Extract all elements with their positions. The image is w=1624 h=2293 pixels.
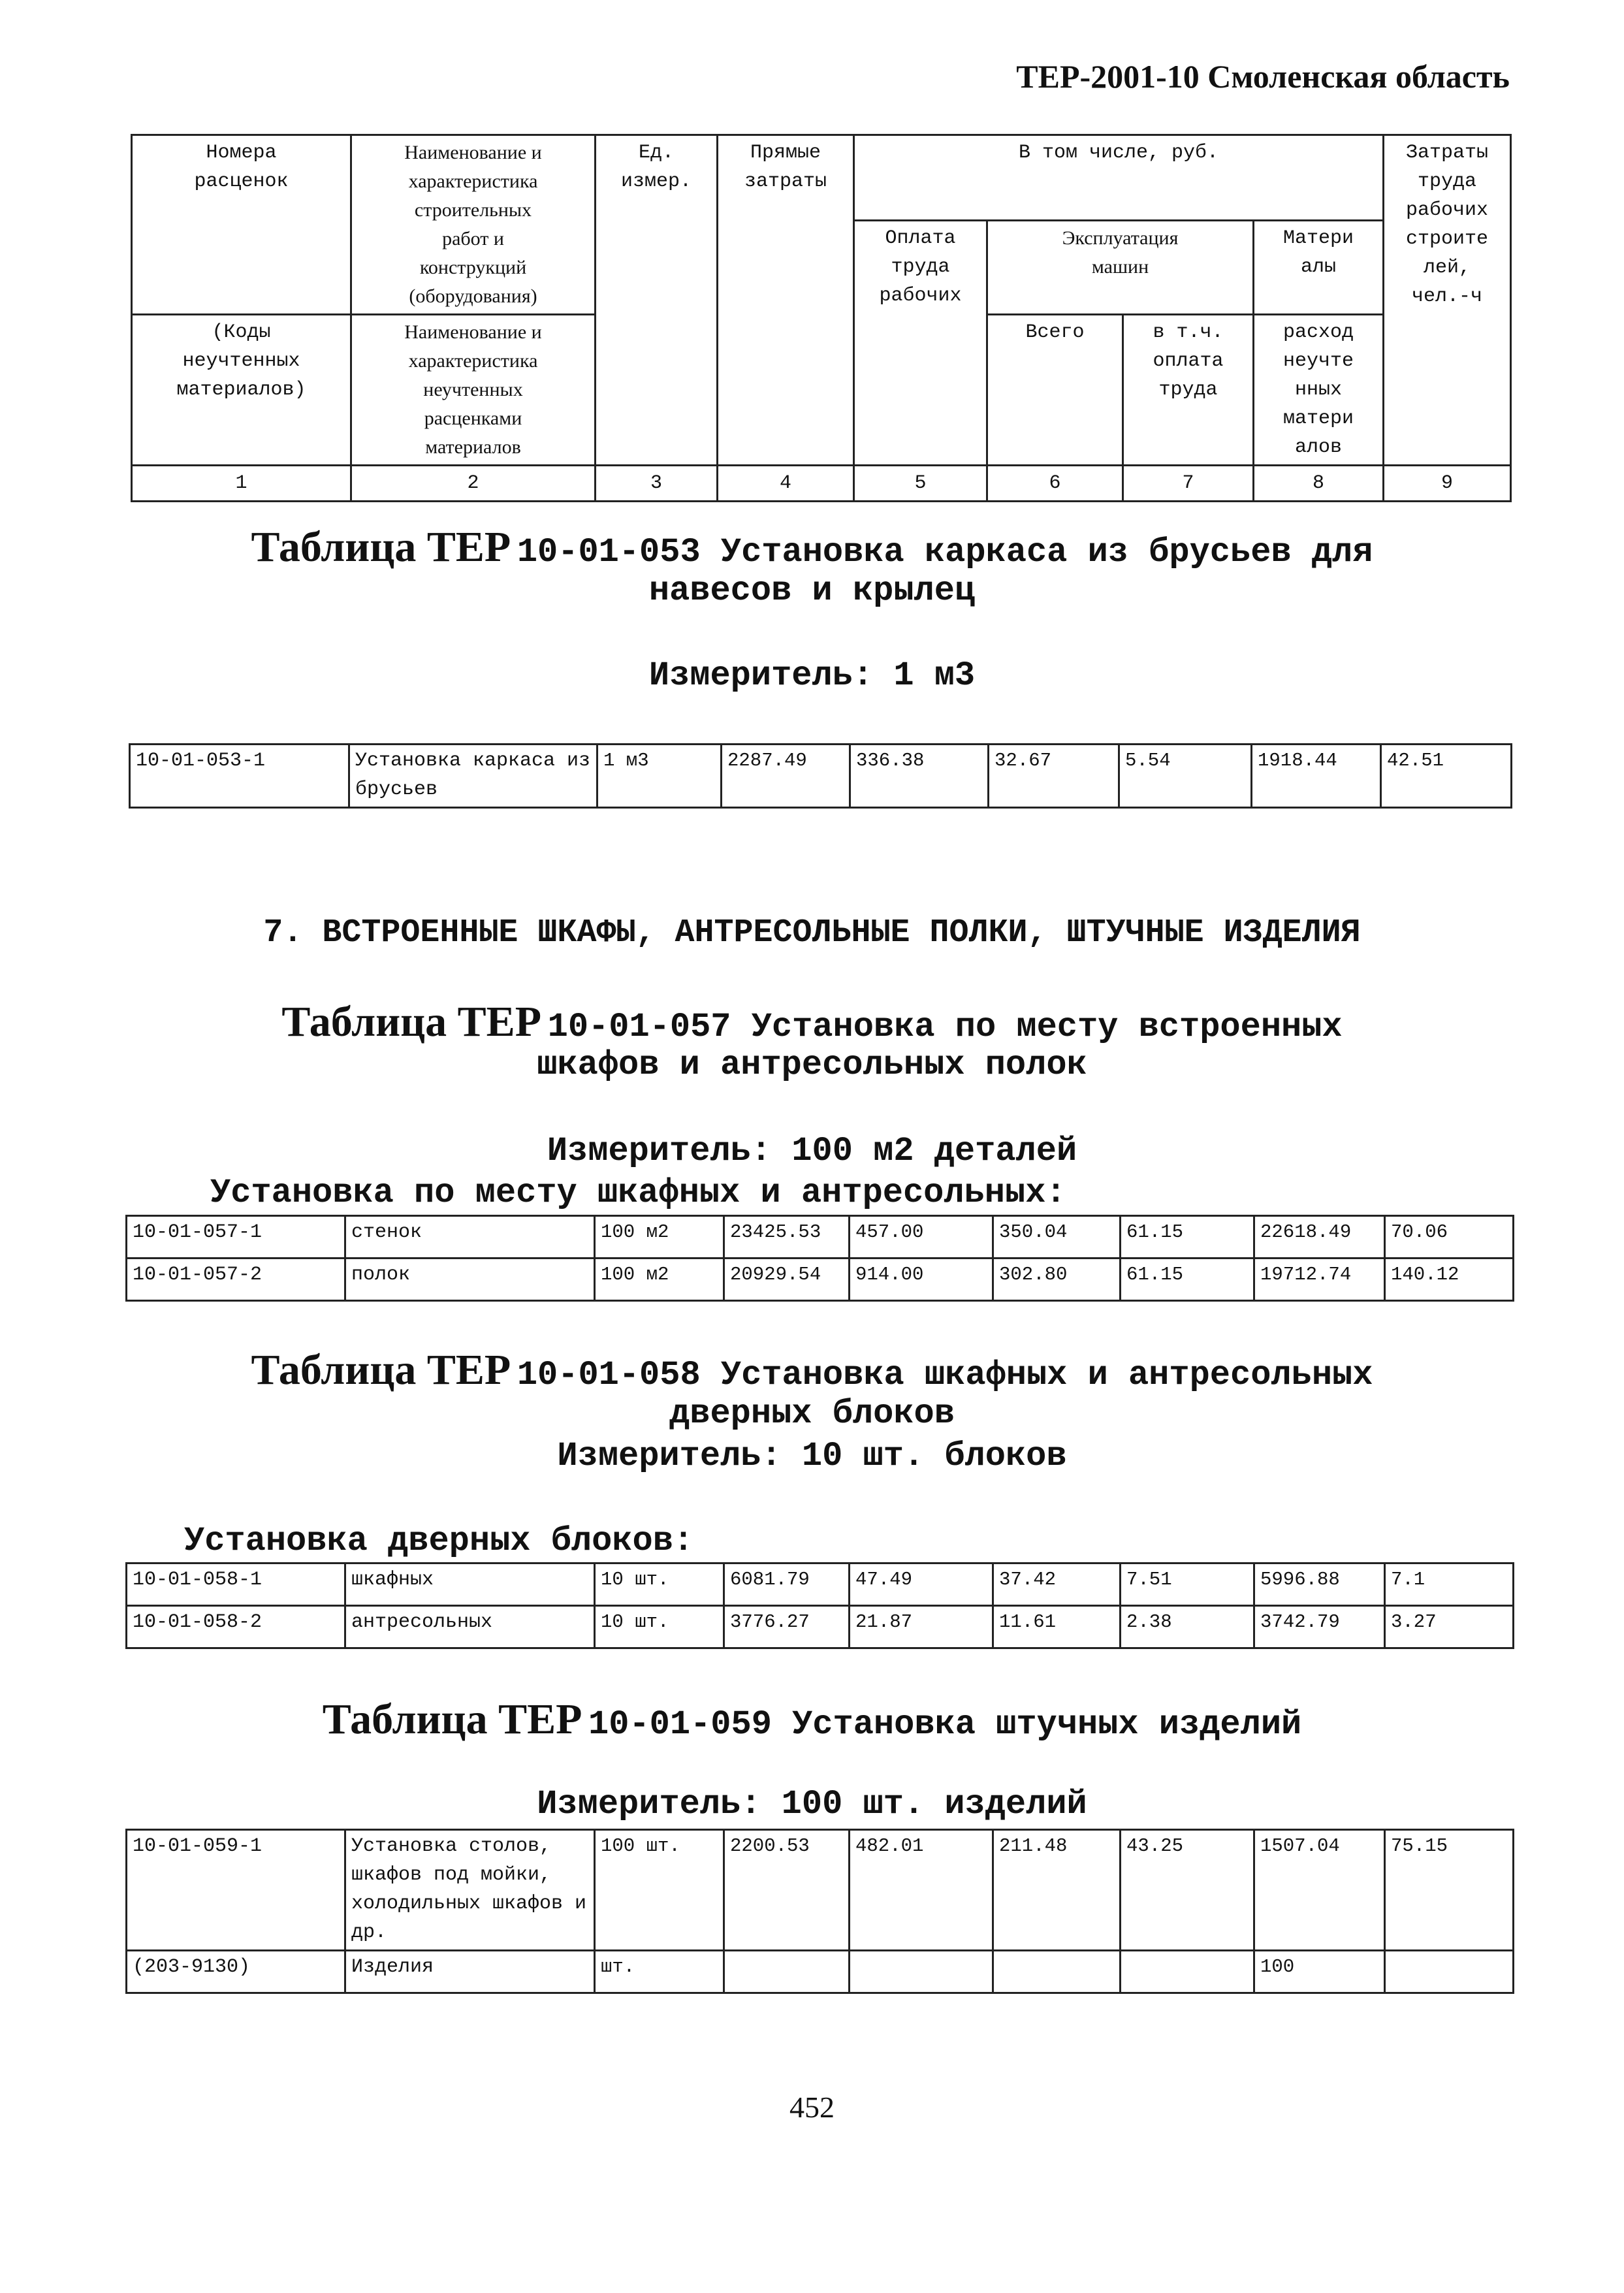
header-machines-total: Всего — [987, 315, 1123, 466]
header-labor-costs: Затраты труда рабочих строите лей, чел.-ч — [1384, 135, 1511, 466]
table-row: 10-01-053-1 Установка каркаса из брусьев 1 м3 2287.49 336.38 32.67 5.54 1918.44 42.51 — [130, 745, 1512, 808]
section-7-title: 7. ВСТРОЕННЫЕ ШКАФЫ, АНТРЕСОЛЬНЫЕ ПОЛКИ, ШТУЧНЫЕ ИЗДЕЛИЯ — [263, 914, 1361, 952]
header-wages: Оплата труда рабочих — [854, 221, 987, 466]
header-work-name: Наименование и характеристика строительных работ и конструкций (оборудования) — [351, 135, 596, 315]
table-row: 10-01-058-1 шкафных 10 шт. 6081.79 47.49 37.42 7.51 5996.88 7.1 — [127, 1563, 1514, 1606]
column-header-table — [131, 134, 1512, 502]
header-materials: Матери алы — [1254, 221, 1384, 315]
table-058-title: Таблица ТЕР 10-01-058 Установка шкафных и антресольных — [251, 1346, 1373, 1394]
header-material-codes: (Коды неучтенных материалов) — [132, 315, 351, 466]
table-058 — [125, 1562, 1514, 1649]
header-number-row: 1 2 3 4 5 6 7 8 9 — [132, 466, 1511, 502]
table-row: 10-01-059-1 Установка столов, шкафов под мойки, холодильных шкафов и др. 100 шт. 2200.53 482.01 211.48 43.25 1507.04 75.15 — [127, 1830, 1514, 1951]
header-including-group: В том числе, руб. — [854, 135, 1384, 221]
table-058-title-line2: дверных блоков — [669, 1394, 955, 1433]
table-row: 10-01-058-2 антресольных 10 шт. 3776.27 21.87 11.61 2.38 3742.79 3.27 — [127, 1606, 1514, 1648]
table-053-measure: Измеритель: 1 м3 — [648, 656, 976, 695]
header-machine-operation: Эксплуатация машин — [987, 221, 1254, 315]
header-direct-costs: Прямые затраты — [718, 135, 854, 466]
table-057-title-line2: шкафов и антресольных полок — [537, 1046, 1087, 1084]
table-057-measure: Измеритель: 100 м2 деталей — [547, 1132, 1077, 1170]
table-row: (203-9130) Изделия шт. 100 — [127, 1951, 1514, 1993]
table-053 — [129, 743, 1512, 809]
table-059-title: Таблица ТЕР 10-01-059 Установка штучных изделий — [322, 1695, 1302, 1744]
table-057-title: Таблица ТЕР 10-01-057 Установка по месту встроенных — [281, 998, 1343, 1046]
header-material-consumption: расход неучте нных матери алов — [1254, 315, 1384, 466]
header-unit: Ед. измер. — [596, 135, 718, 466]
document-header-title: ТЕР-2001-10 Смоленская область — [1016, 58, 1510, 95]
table-058-measure: Измеритель: 10 шт. блоков — [557, 1437, 1067, 1475]
page-number: 452 — [789, 2091, 835, 2124]
table-059-measure: Измеритель: 100 шт. изделий — [537, 1785, 1087, 1823]
table-057 — [125, 1215, 1514, 1302]
table-057-subhead: Установка по месту шкафных и антресольных: — [210, 1174, 1066, 1212]
header-machines-wages: в т.ч. оплата труда — [1123, 315, 1254, 466]
header-material-name: Наименование и характеристика неучтенных расценками материалов — [351, 315, 596, 466]
table-058-subhead: Установка дверных блоков: — [184, 1522, 694, 1560]
table-053-title-line2: навесов и крылец — [648, 571, 976, 610]
table-row: 10-01-057-1 стенок 100 м2 23425.53 457.00 350.04 61.15 22618.49 70.06 — [127, 1216, 1514, 1259]
table-053-title: Таблица ТЕР 10-01-053 Установка каркаса из брусьев для — [251, 523, 1373, 571]
header-rate-numbers: Номера расценок — [132, 135, 351, 315]
table-059 — [125, 1829, 1514, 1994]
table-row: 10-01-057-2 полок 100 м2 20929.54 914.00 302.80 61.15 19712.74 140.12 — [127, 1259, 1514, 1301]
